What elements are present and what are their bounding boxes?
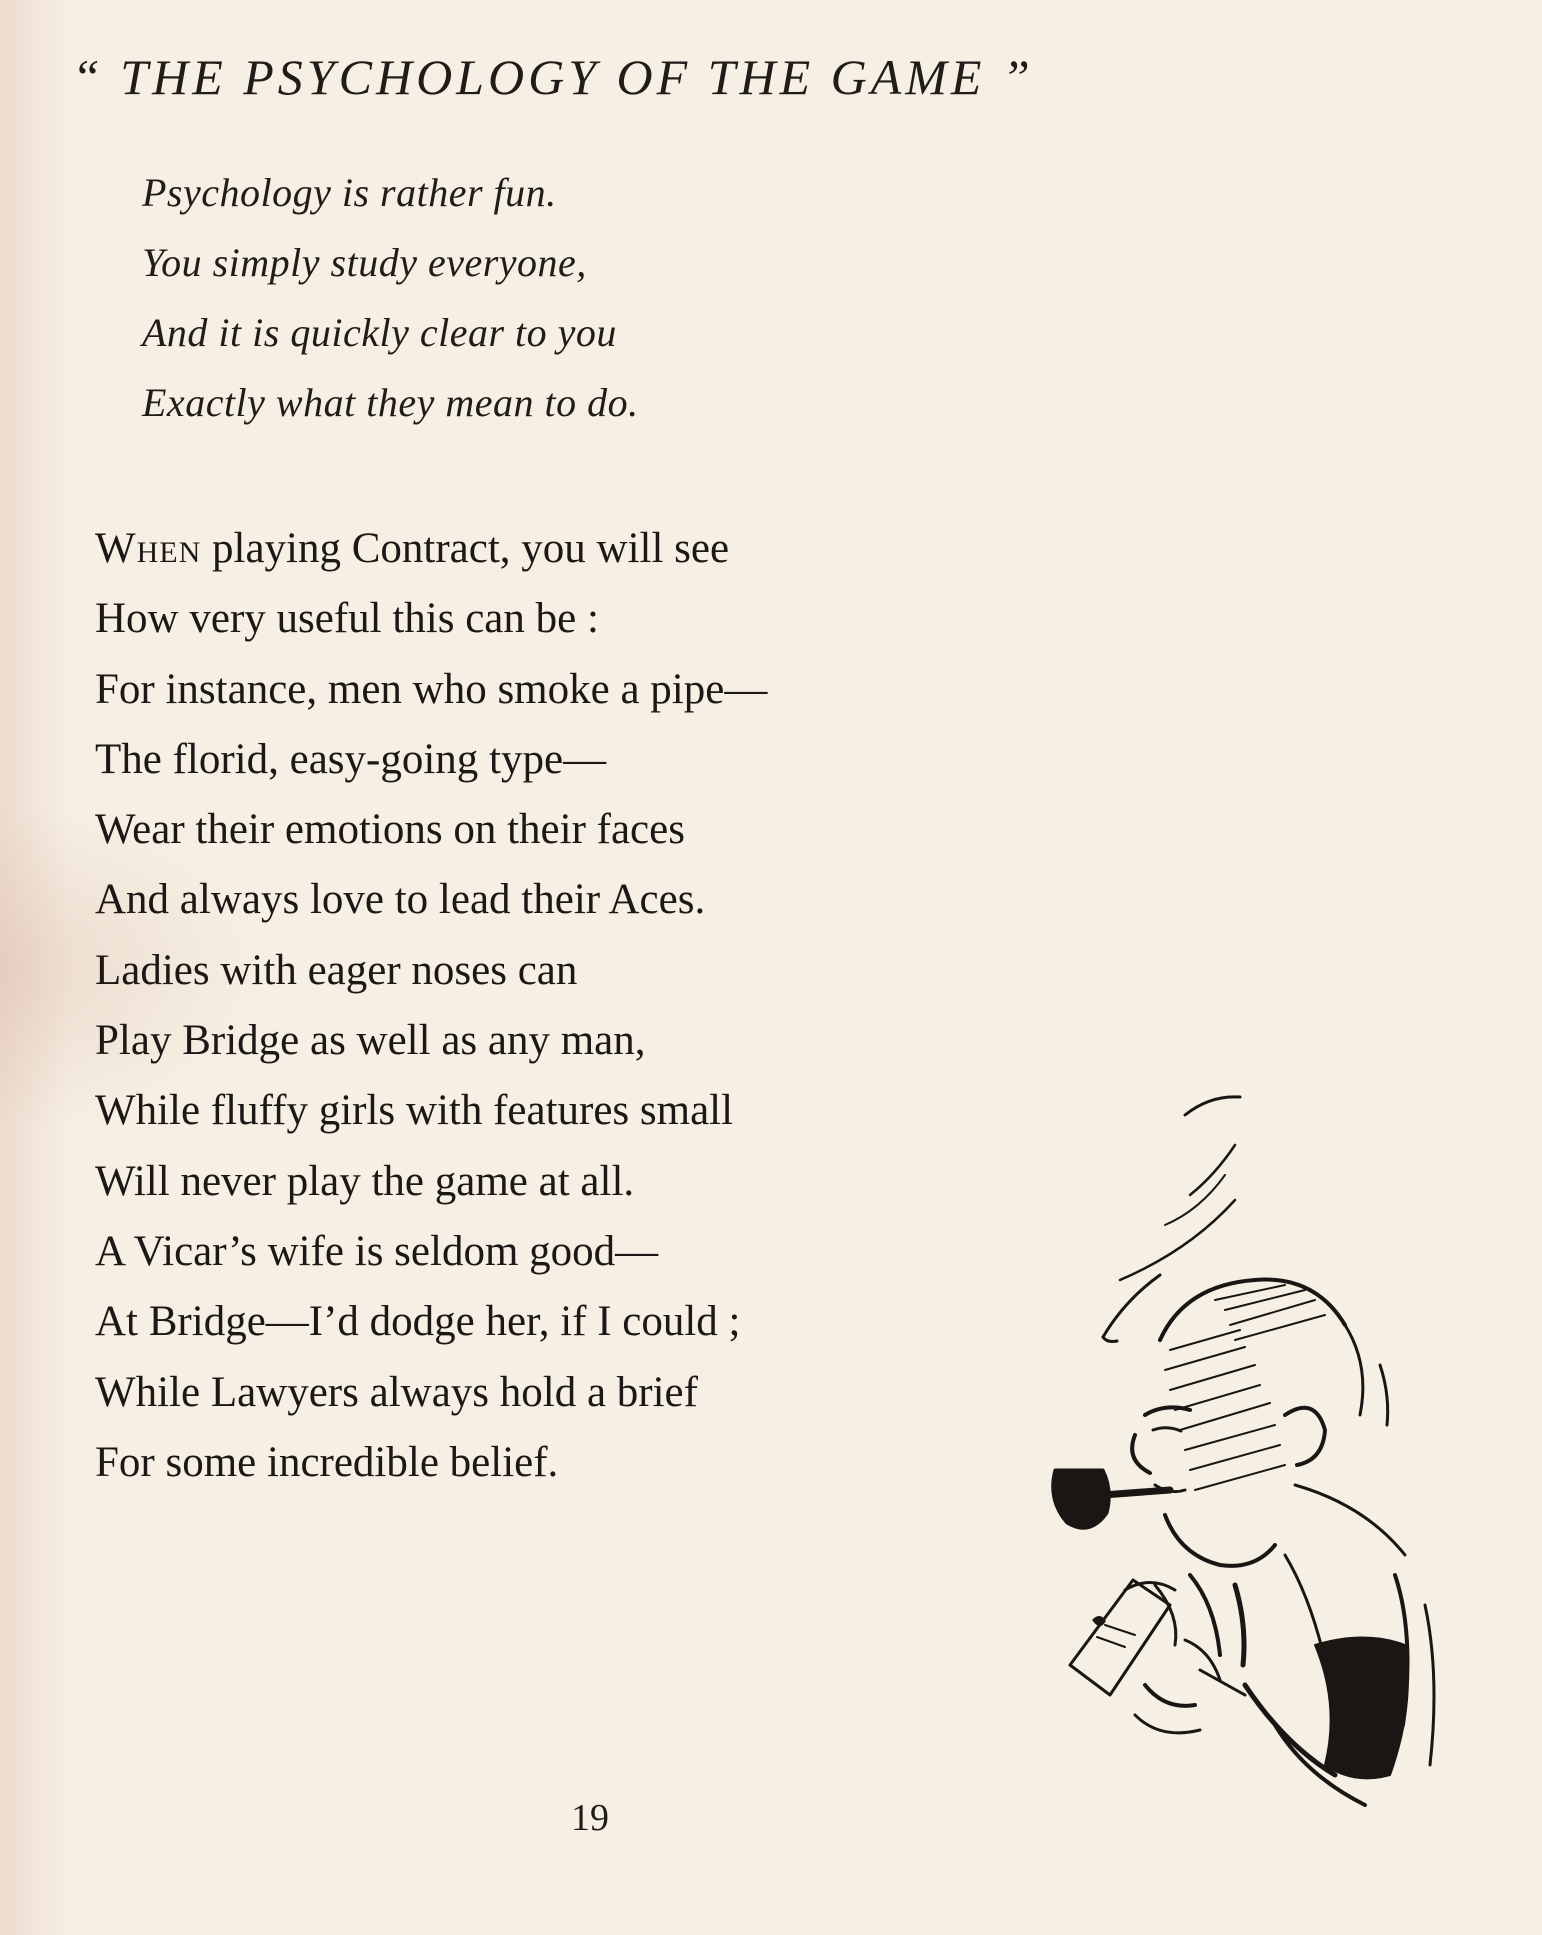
poem-line: The florid, easy-going type— [95,735,607,783]
poem-line: While Lawyers always hold a brief [95,1368,698,1416]
epigraph-line: Psychology is rather fun. [142,170,557,215]
epigraph-line: Exactly what they mean to do. [142,380,639,425]
epigraph [142,158,942,438]
poem-line: For some incredible belief. [95,1438,559,1486]
epigraph-line: And it is quickly clear to you [142,310,617,355]
epigraph-line: You simply study everyone, [142,240,587,285]
poem-line: A Vicar’s wife is seldom good— [95,1227,659,1275]
page-title: “ THE PSYCHOLOGY OF THE GAME ” [72,49,1034,105]
poem-line: Play Bridge as well as any man, [95,1017,646,1065]
pipe-smoking-man-holding-cards-sketch-icon [985,1085,1465,1825]
poem-line: For instance, men who smoke a pipe— [95,665,768,713]
poem-first-line-rest: playing Contract, you will see [201,525,730,572]
poem-line: Wear their emotions on their faces [95,806,685,854]
poem-line: How very useful this can be : [95,595,599,643]
poem-line [95,514,995,584]
poem-first-word: When [95,525,202,572]
poem-line: Ladies with eager noses can [95,946,578,994]
poem-line: Will never play the game at all. [95,1157,635,1205]
poem-line: And always love to lead their Aces. [95,876,706,924]
page-number: 19 [571,1797,609,1839]
poem-line: At Bridge—I’d dodge her, if I could ; [95,1298,741,1346]
poem-line: While fluffy girls with features small [95,1087,734,1135]
poem-body [95,514,995,1498]
